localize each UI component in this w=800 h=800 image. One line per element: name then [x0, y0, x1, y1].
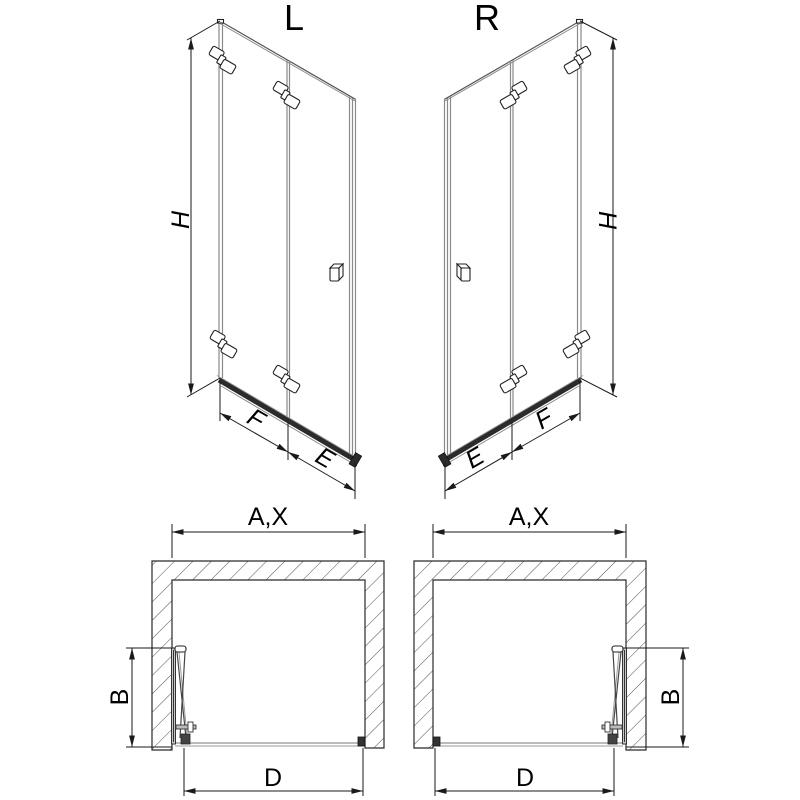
- dim-label-outer-panel-left: E: [310, 441, 340, 475]
- dim-label-inner-panel-left: F: [242, 403, 270, 436]
- plan-right-diagram: [414, 503, 689, 796]
- variant-label-left: L: [283, 0, 305, 38]
- dim-label-outer-panel-right: E: [460, 441, 490, 475]
- rail-end-bracket: [433, 737, 440, 746]
- plan-left-diagram: [106, 503, 384, 796]
- dim-label-height-right: H: [593, 210, 621, 230]
- wall-section: [414, 561, 646, 750]
- dimension-opening-right: [433, 503, 626, 558]
- dim-label-inner-panel-right: F: [530, 403, 558, 436]
- dim-label-height-left: H: [167, 210, 195, 230]
- elevation-left-diagram: [167, 0, 362, 499]
- variant-label-right: R: [474, 0, 500, 38]
- dim-label-clear-width-right: D: [515, 764, 535, 792]
- dim-label-opening-left: A,X: [247, 503, 289, 531]
- folded-door-plan: [172, 646, 197, 744]
- rail-end-bracket: [358, 737, 365, 746]
- dim-label-clear-width-left: D: [263, 764, 283, 792]
- dim-label-fold-depth-left: B: [106, 688, 134, 706]
- dim-label-fold-depth-right: B: [657, 688, 685, 706]
- dim-label-opening-right: A,X: [508, 503, 550, 531]
- dimension-clear-width-left: [184, 748, 363, 796]
- handle-knob-icon: [457, 264, 470, 281]
- dimension-clear-width-right: [435, 748, 614, 796]
- folded-door-plan: [602, 646, 627, 744]
- dimension-opening-left: [172, 503, 365, 558]
- hinge-icon: [207, 330, 241, 359]
- wall-section: [152, 561, 384, 750]
- dimension-height-left: [167, 21, 220, 397]
- handle-knob-icon: [330, 264, 343, 281]
- elevation-right-diagram: [438, 0, 621, 499]
- hinge-icon: [560, 330, 594, 359]
